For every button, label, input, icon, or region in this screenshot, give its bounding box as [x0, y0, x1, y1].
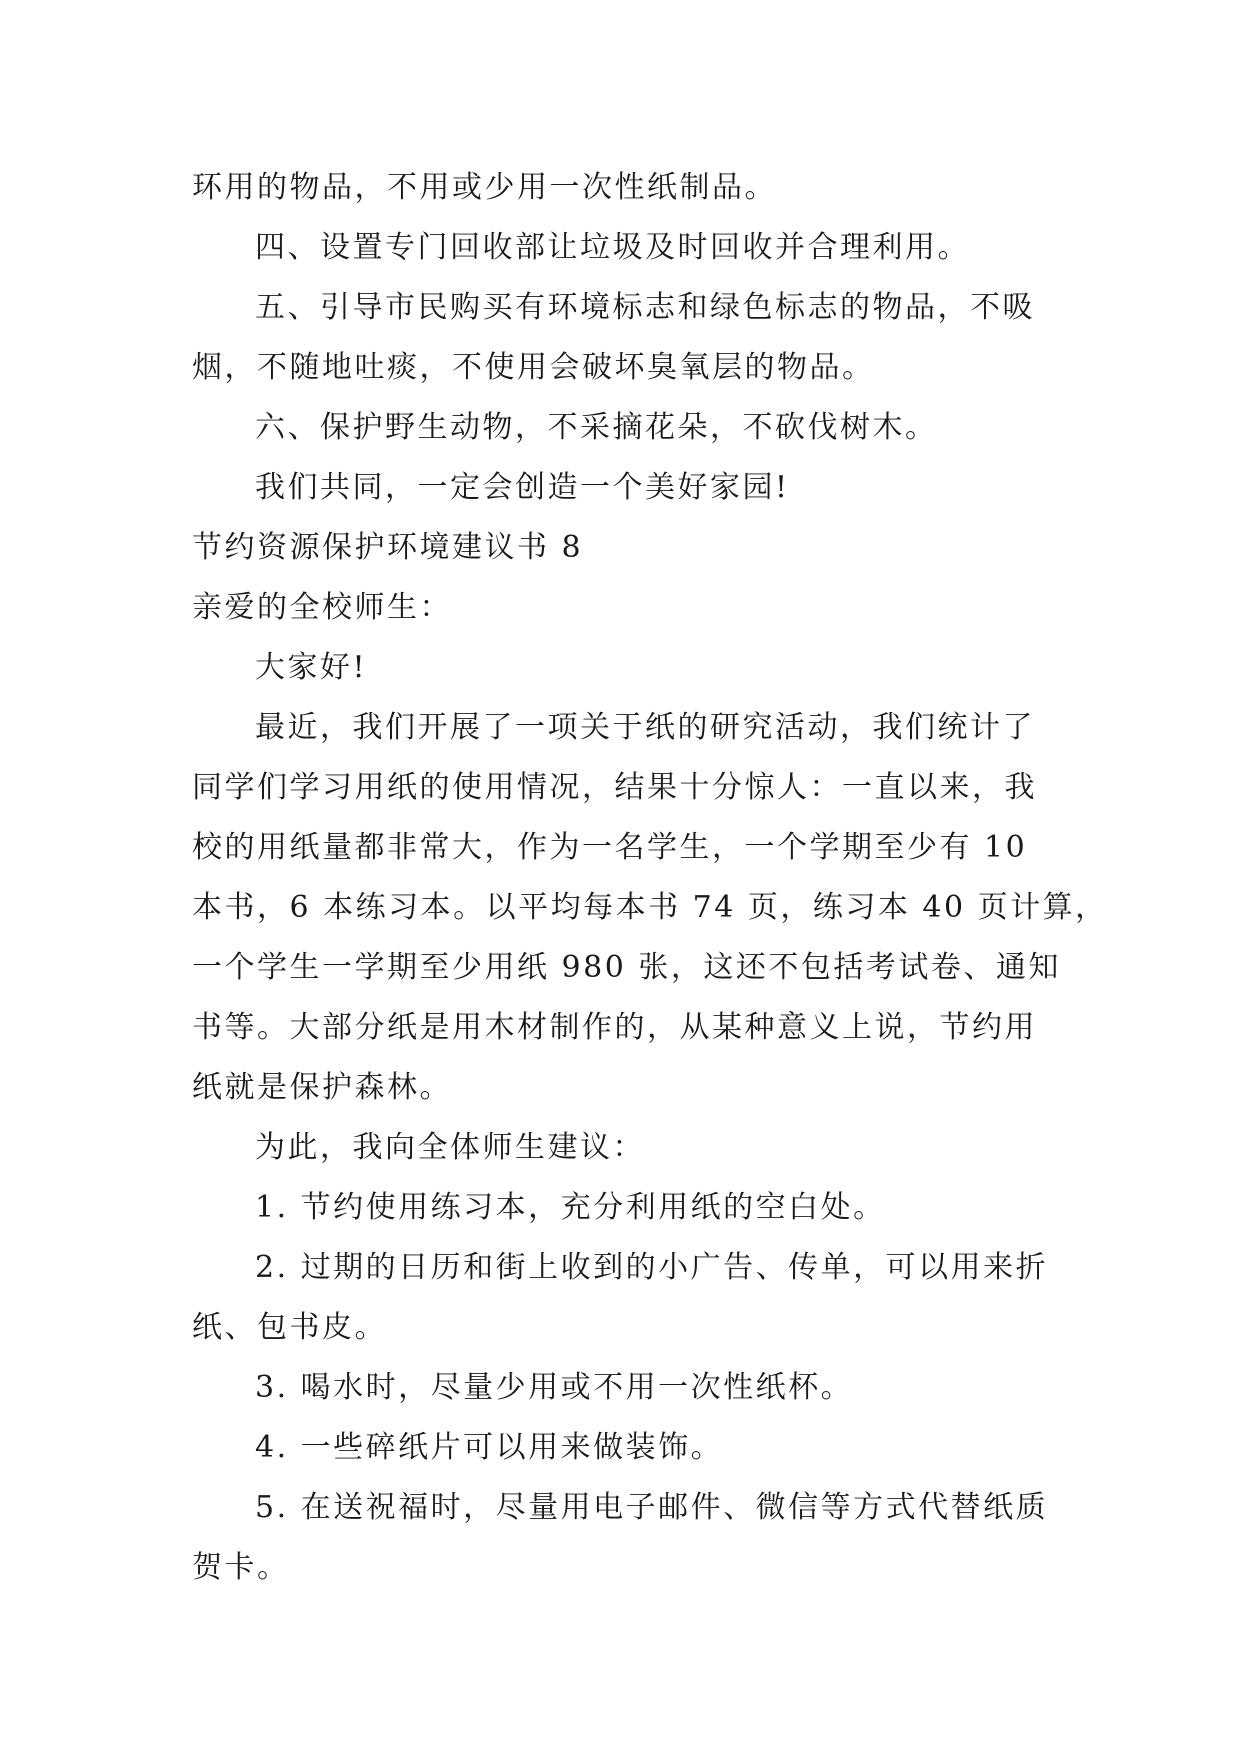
paragraph-line: 烟，不随地吐痰，不使用会破坏臭氧层的物品。 [192, 350, 875, 385]
paragraph-line: 一个学生一学期至少用纸 980 张，这还不包括考试卷、通知 [192, 950, 1061, 985]
list-item-continuation: 纸、包书皮。 [192, 1310, 387, 1345]
paragraph-line: 书等。大部分纸是用木材制作的，从某种意义上说，节约用 [192, 1010, 1037, 1045]
greeting: 大家好! [255, 650, 368, 685]
paragraph-line: 最近，我们开展了一项关于纸的研究活动，我们统计了 [255, 710, 1035, 745]
paragraph-line: 我们共同，一定会创造一个美好家园! [255, 470, 790, 505]
paragraph-line: 为此，我向全体师生建议： [255, 1130, 645, 1165]
paragraph-line: 同学们学习用纸的使用情况，结果十分惊人：一直以来，我 [192, 770, 1037, 805]
paragraph-line: 六、保护野生动物，不采摘花朵，不砍伐树木。 [255, 410, 938, 445]
paragraph-line: 纸就是保护森林。 [192, 1070, 452, 1105]
list-item: 4. 一些碎纸片可以用来做装饰。 [255, 1430, 724, 1465]
list-item: 2. 过期的日历和街上收到的小广告、传单，可以用来折 [255, 1250, 1049, 1285]
paragraph-line: 本书，6 本练习本。以平均每本书 74 页，练习本 40 页计算， [192, 890, 1108, 925]
list-item: 1. 节约使用练习本，充分利用纸的空白处。 [255, 1190, 886, 1225]
list-item: 3. 喝水时，尽量少用或不用一次性纸杯。 [255, 1370, 854, 1405]
paragraph-line: 校的用纸量都非常大，作为一名学生，一个学期至少有 10 [192, 830, 1028, 865]
paragraph-line: 四、设置专门回收部让垃圾及时回收并合理利用。 [255, 230, 970, 265]
paragraph-line: 环用的物品，不用或少用一次性纸制品。 [192, 170, 777, 205]
list-item: 5. 在送祝福时，尽量用电子邮件、微信等方式代替纸质 [255, 1490, 1049, 1525]
salutation: 亲爱的全校师生： [192, 590, 452, 625]
list-item-continuation: 贺卡。 [192, 1550, 290, 1585]
paragraph-line: 五、引导市民购买有环境标志和绿色标志的物品，不吸 [255, 290, 1035, 325]
section-title: 节约资源保护环境建议书 8 [192, 530, 584, 565]
document-body [192, 158, 1108, 1598]
